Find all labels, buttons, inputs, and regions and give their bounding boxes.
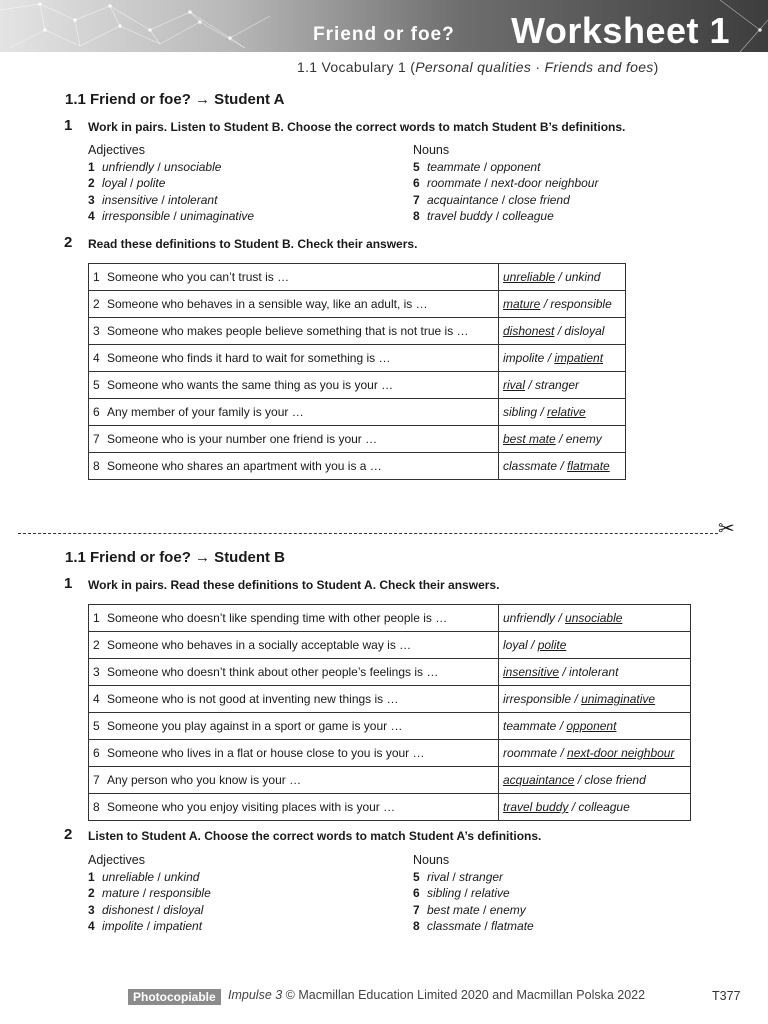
table-row <box>89 605 691 632</box>
definition-text: Someone you play against in a sport or game is your … <box>107 719 403 733</box>
slash-separator: / <box>153 902 164 917</box>
banner-tag: Friend or foe? <box>313 24 455 45</box>
definition-cell <box>89 740 499 767</box>
list-item <box>413 208 554 224</box>
option-b: unkind <box>164 870 200 884</box>
option-a: best mate <box>427 902 480 917</box>
option-b: responsible <box>550 297 612 311</box>
item-number: 8 <box>413 208 420 223</box>
slash-separator: / <box>481 918 492 933</box>
row-number: 3 <box>93 665 100 679</box>
copyright-line: Impulse 3 © Macmillan Education Limited 2020 and Macmillan Polska 2022 <box>228 988 646 1002</box>
list-item <box>413 175 598 191</box>
table-row <box>89 659 691 686</box>
option-b: flatmate <box>491 918 534 933</box>
table-row <box>89 345 626 372</box>
cut-line <box>18 533 718 534</box>
list-item <box>88 885 211 901</box>
slash-separator: / <box>554 324 565 338</box>
answer-cell <box>499 291 626 318</box>
worksheet-title: Worksheet 1 <box>511 10 730 51</box>
option-b: disloyal <box>564 324 605 338</box>
option-b: unsociable <box>565 611 623 625</box>
option-a: loyal <box>102 176 127 191</box>
exercise-instruction: Work in pairs. Listen to Student B. Choose the correct words to match Student B’s definitions. <box>88 120 626 134</box>
row-number: 3 <box>93 324 100 338</box>
option-b: opponent <box>490 160 541 174</box>
list-item <box>88 159 221 175</box>
definition-cell <box>89 453 499 480</box>
row-number: 5 <box>93 719 100 733</box>
section-b-heading: 1.1 Friend or foe? → Student B <box>65 549 286 566</box>
definition-cell <box>89 426 499 453</box>
option-b: impatient <box>554 351 604 365</box>
table-row <box>89 399 626 426</box>
slash-separator: / <box>154 870 165 884</box>
option-a: teammate <box>503 719 557 733</box>
option-a: sibling <box>503 405 538 419</box>
option-b: relative <box>471 886 510 901</box>
definition-cell <box>89 291 499 318</box>
list-item <box>413 902 526 918</box>
definition-cell <box>89 605 499 632</box>
option-b: close friend <box>508 192 570 207</box>
option-a: dishonest <box>503 324 555 338</box>
option-b: unimaginative <box>180 208 255 223</box>
table-row <box>89 291 626 318</box>
option-a: acquaintance <box>503 773 575 787</box>
definition-cell <box>89 713 499 740</box>
slash-separator: / <box>557 746 568 760</box>
answer-cell <box>499 740 691 767</box>
table-row <box>89 318 626 345</box>
option-a: sibling <box>427 886 462 901</box>
definition-text: Someone who wants the same thing as you is your … <box>107 378 394 392</box>
option-b: relative <box>547 405 586 419</box>
exercise-instruction: Work in pairs. Read these definitions to Student A. Check their answers. <box>88 578 500 592</box>
table-row <box>89 264 626 291</box>
answer-cell <box>499 605 691 632</box>
section-a-heading: 1.1 Friend or foe? → Student A <box>65 91 285 108</box>
option-b: stranger <box>535 378 580 392</box>
item-number: 4 <box>88 208 95 223</box>
definitions-table-b <box>88 604 691 821</box>
row-number: 7 <box>93 432 100 446</box>
table-row <box>89 767 691 794</box>
option-b: colleague <box>578 800 630 814</box>
answer-cell <box>499 632 691 659</box>
answer-cell <box>499 659 691 686</box>
header-banner <box>0 0 768 52</box>
row-number: 8 <box>93 800 100 814</box>
option-a: travel buddy <box>427 208 493 223</box>
definition-text: Someone who behaves in a sensible way, like an adult, is … <box>107 297 428 311</box>
definition-cell <box>89 399 499 426</box>
definition-cell <box>89 264 499 291</box>
option-b: impatient <box>153 918 203 933</box>
slash-separator: / <box>525 378 536 392</box>
table-row <box>89 686 691 713</box>
table-row <box>89 794 691 821</box>
adjectives-heading: Adjectives <box>88 853 145 867</box>
slash-separator: / <box>527 638 538 652</box>
option-b: unkind <box>565 270 601 284</box>
item-number: 5 <box>413 870 420 884</box>
table-row <box>89 740 691 767</box>
definition-cell <box>89 345 499 372</box>
option-a: mature <box>503 297 541 311</box>
definition-text: Someone who you can’t trust is … <box>107 270 290 284</box>
answer-cell <box>499 372 626 399</box>
slash-separator: / <box>555 432 566 446</box>
definition-text: Someone who lives in a flat or house close to you is your … <box>107 746 425 760</box>
nouns-heading: Nouns <box>413 143 450 157</box>
page-subtitle: 1.1 Vocabulary 1 (Personal qualities · Friends and foes) <box>297 59 659 75</box>
list-item <box>88 869 199 885</box>
option-a: unfriendly <box>503 611 556 625</box>
item-number: 3 <box>88 192 95 207</box>
option-a: insensitive <box>503 665 560 679</box>
slash-separator: / <box>139 886 150 901</box>
list-item <box>413 869 503 885</box>
option-a: irresponsible <box>503 692 572 706</box>
option-a: impolite <box>503 351 545 365</box>
option-a: roommate <box>427 176 482 191</box>
slash-separator: / <box>571 692 582 706</box>
slash-separator: / <box>556 719 567 733</box>
row-number: 7 <box>93 773 100 787</box>
item-number: 7 <box>413 192 420 207</box>
option-b: polite <box>537 638 567 652</box>
slash-separator: / <box>449 870 460 884</box>
list-item <box>88 175 165 191</box>
option-a: unfriendly <box>102 160 155 174</box>
row-number: 2 <box>93 297 100 311</box>
slash-separator: / <box>481 176 492 191</box>
row-number: 6 <box>93 405 100 419</box>
slash-separator: / <box>559 665 570 679</box>
option-b: unsociable <box>164 160 222 174</box>
exercise-instruction: Listen to Student A. Choose the correct words to match Student A’s definitions. <box>88 829 542 843</box>
answer-cell <box>499 767 691 794</box>
option-b: responsible <box>149 886 211 901</box>
option-a: dishonest <box>102 902 154 917</box>
definition-cell <box>89 794 499 821</box>
item-number: 2 <box>88 176 95 191</box>
option-a: unreliable <box>102 870 155 884</box>
option-b: disloyal <box>163 902 204 917</box>
answer-cell <box>499 318 626 345</box>
option-b: intolerant <box>168 192 218 207</box>
slash-separator: / <box>158 192 169 207</box>
option-a: impolite <box>102 918 144 933</box>
row-number: 8 <box>93 459 100 473</box>
answer-cell <box>499 453 626 480</box>
option-b: colleague <box>502 208 554 223</box>
option-a: classmate <box>427 918 482 933</box>
option-a: acquaintance <box>427 192 499 207</box>
slash-separator: / <box>568 800 579 814</box>
list-item <box>88 902 203 918</box>
list-item <box>413 885 510 901</box>
answer-cell <box>499 264 626 291</box>
option-b: enemy <box>489 902 526 917</box>
slash-separator: / <box>498 192 509 207</box>
option-a: teammate <box>427 160 481 174</box>
option-b: stranger <box>459 870 504 884</box>
item-number: 4 <box>88 918 95 933</box>
exercise-instruction: Read these definitions to Student B. Check their answers. <box>88 237 418 251</box>
list-item <box>88 208 254 224</box>
scissors-icon: ✂ <box>718 518 735 540</box>
definition-text: Any person who you know is your … <box>107 773 302 787</box>
definition-text: Someone who doesn’t like spending time with other people is … <box>107 611 448 625</box>
slash-separator: / <box>154 160 165 174</box>
item-number: 1 <box>88 870 95 884</box>
option-a: rival <box>503 378 526 392</box>
option-a: mature <box>102 886 140 901</box>
table-row <box>89 713 691 740</box>
slash-separator: / <box>480 160 491 174</box>
row-number: 6 <box>93 746 100 760</box>
list-item <box>413 918 534 934</box>
adjectives-heading: Adjectives <box>88 143 145 157</box>
slash-separator: / <box>143 918 154 933</box>
definition-text: Someone who you enjoy visiting places with is your … <box>107 800 396 814</box>
option-b: polite <box>136 176 166 191</box>
option-a: roommate <box>503 746 558 760</box>
option-a: irresponsible <box>102 208 171 223</box>
row-number: 5 <box>93 378 100 392</box>
answer-cell <box>499 794 691 821</box>
photocopiable-badge: Photocopiable <box>128 989 221 1005</box>
definition-cell <box>89 659 499 686</box>
table-row <box>89 632 691 659</box>
definition-cell <box>89 372 499 399</box>
slash-separator: / <box>170 208 181 223</box>
definition-cell <box>89 318 499 345</box>
option-a: unreliable <box>503 270 556 284</box>
option-b: intolerant <box>569 665 619 679</box>
slash-separator: / <box>574 773 585 787</box>
option-b: next-door neighbour <box>567 746 675 760</box>
item-number: 6 <box>413 886 420 901</box>
definition-text: Someone who makes people believe something that is not true is … <box>107 324 469 338</box>
option-a: insensitive <box>102 192 159 207</box>
definition-cell <box>89 767 499 794</box>
slash-separator: / <box>537 405 548 419</box>
slash-separator: / <box>555 270 566 284</box>
item-number: 1 <box>88 160 95 174</box>
table-row <box>89 453 626 480</box>
slash-separator: / <box>540 297 551 311</box>
slash-separator: / <box>479 902 490 917</box>
slash-separator: / <box>544 351 555 365</box>
option-a: classmate <box>503 459 558 473</box>
table-row <box>89 426 626 453</box>
exercise-number: 1 <box>64 117 73 134</box>
slash-separator: / <box>492 208 503 223</box>
option-a: best mate <box>503 432 556 446</box>
definition-cell <box>89 686 499 713</box>
row-number: 1 <box>93 270 100 284</box>
slash-separator: / <box>461 886 472 901</box>
row-number: 4 <box>93 692 100 706</box>
answer-cell <box>499 426 626 453</box>
answer-cell <box>499 345 626 372</box>
definition-text: Someone who is not good at inventing new things is … <box>107 692 399 706</box>
row-number: 4 <box>93 351 100 365</box>
list-item <box>413 159 540 175</box>
item-number: 6 <box>413 176 420 191</box>
slash-separator: / <box>126 176 137 191</box>
slash-separator: / <box>557 459 568 473</box>
option-a: rival <box>427 870 450 884</box>
list-item <box>413 192 570 208</box>
list-item <box>88 192 217 208</box>
definitions-table-a <box>88 263 626 480</box>
option-b: flatmate <box>567 459 610 473</box>
answer-cell <box>499 399 626 426</box>
answer-cell <box>499 686 691 713</box>
exercise-number: 2 <box>64 234 73 251</box>
option-b: unimaginative <box>581 692 656 706</box>
option-b: close friend <box>584 773 646 787</box>
item-number: 5 <box>413 160 420 174</box>
definition-text: Someone who finds it hard to wait for something is … <box>107 351 391 365</box>
option-b: opponent <box>566 719 617 733</box>
answer-cell <box>499 713 691 740</box>
option-a: travel buddy <box>503 800 569 814</box>
option-a: loyal <box>503 638 528 652</box>
slash-separator: / <box>555 611 566 625</box>
exercise-number: 2 <box>64 826 73 843</box>
item-number: 7 <box>413 902 420 917</box>
row-number: 2 <box>93 638 100 652</box>
exercise-number: 1 <box>64 575 73 592</box>
table-row <box>89 372 626 399</box>
row-number: 1 <box>93 611 100 625</box>
definition-cell <box>89 632 499 659</box>
definition-text: Someone who behaves in a socially acceptable way is … <box>107 638 412 652</box>
item-number: 8 <box>413 918 420 933</box>
item-number: 3 <box>88 902 95 917</box>
definition-text: Any member of your family is your … <box>107 405 304 419</box>
definition-text: Someone who doesn’t think about other people’s feelings is … <box>107 665 439 679</box>
option-b: enemy <box>565 432 602 446</box>
definition-text: Someone who shares an apartment with you is a … <box>107 459 382 473</box>
nouns-heading: Nouns <box>413 853 450 867</box>
page-code: T377 <box>712 989 741 1003</box>
definition-text: Someone who is your number one friend is your … <box>107 432 378 446</box>
item-number: 2 <box>88 886 95 901</box>
list-item <box>88 918 202 934</box>
option-b: next-door neighbour <box>491 176 599 191</box>
